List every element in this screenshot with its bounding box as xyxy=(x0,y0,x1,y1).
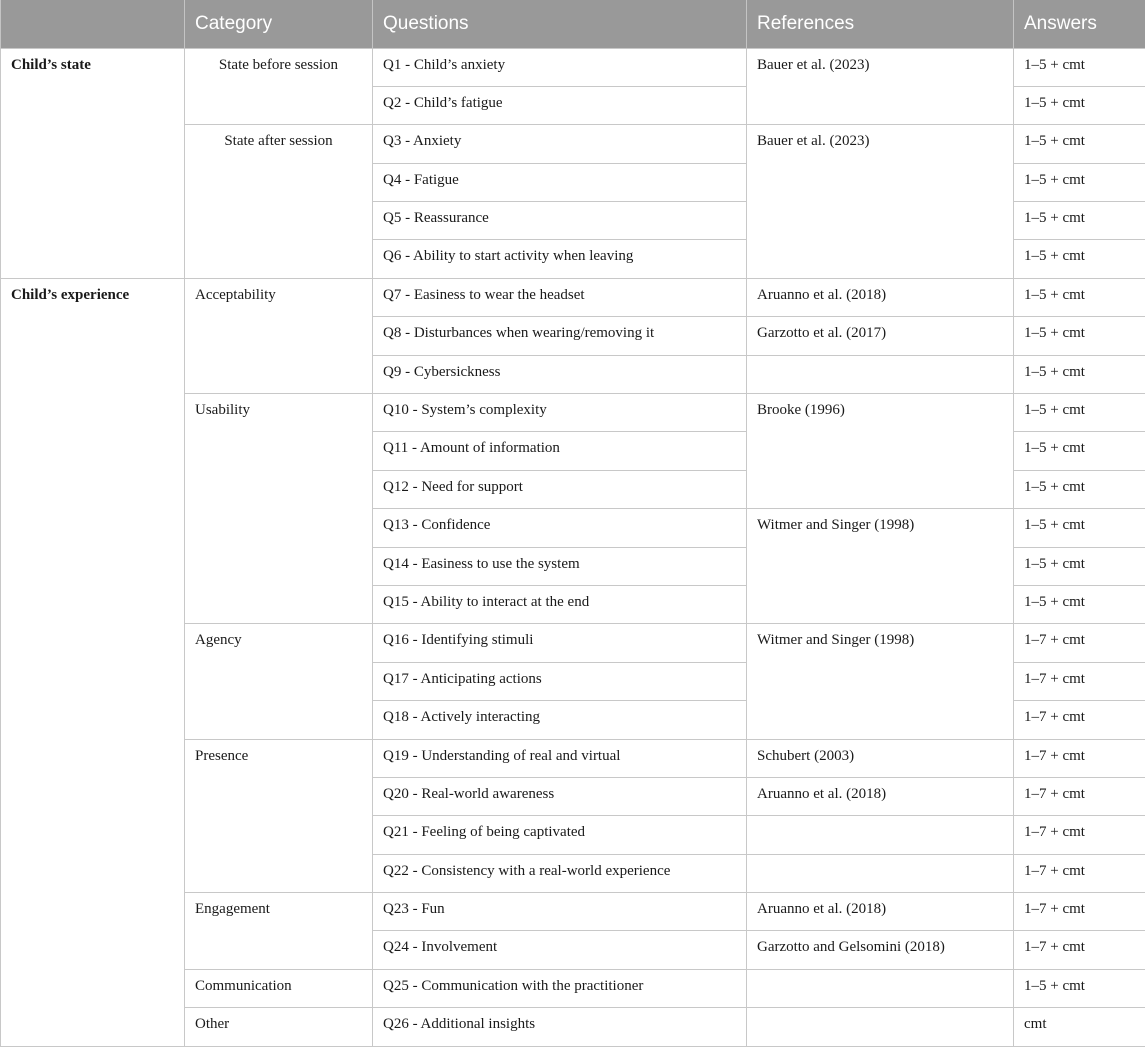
answer-cell: 1–7 + cmt xyxy=(1014,893,1145,931)
answer-cell: 1–7 + cmt xyxy=(1014,662,1145,700)
question-cell: Q20 - Real-world awareness xyxy=(373,777,747,815)
answer-cell: 1–5 + cmt xyxy=(1014,394,1145,432)
header-category: Category xyxy=(185,0,373,48)
subcategory-engagement: Engagement xyxy=(185,893,373,970)
question-cell: Q11 - Amount of information xyxy=(373,432,747,470)
table-row xyxy=(1,278,1145,316)
subcategory-state-after: State after session xyxy=(185,125,373,279)
answer-cell: 1–5 + cmt xyxy=(1014,547,1145,585)
answer-cell: 1–5 + cmt xyxy=(1014,509,1145,547)
reference-cell xyxy=(747,355,1014,393)
reference-cell: Garzotto et al. (2017) xyxy=(747,317,1014,355)
answer-cell: 1–7 + cmt xyxy=(1014,854,1145,892)
reference-cell: Witmer and Singer (1998) xyxy=(747,509,1014,624)
reference-cell: Bauer et al. (2023) xyxy=(747,125,1014,279)
reference-cell: Aruanno et al. (2018) xyxy=(747,278,1014,316)
header-questions: Questions xyxy=(373,0,747,48)
question-cell: Q26 - Additional insights xyxy=(373,1008,747,1046)
reference-cell: Witmer and Singer (1998) xyxy=(747,624,1014,739)
answer-cell: 1–5 + cmt xyxy=(1014,48,1145,86)
question-cell: Q1 - Child’s anxiety xyxy=(373,48,747,86)
answer-cell: cmt xyxy=(1014,1008,1145,1046)
reference-cell: Brooke (1996) xyxy=(747,394,1014,509)
reference-cell: Garzotto and Gelsomini (2018) xyxy=(747,931,1014,969)
question-cell: Q8 - Disturbances when wearing/removing it xyxy=(373,317,747,355)
subcategory-acceptability: Acceptability xyxy=(185,278,373,393)
answer-cell: 1–5 + cmt xyxy=(1014,86,1145,124)
answer-cell: 1–5 + cmt xyxy=(1014,355,1145,393)
header-row xyxy=(1,0,1145,48)
reference-cell: Bauer et al. (2023) xyxy=(747,48,1014,125)
header-references: References xyxy=(747,0,1014,48)
answer-cell: 1–5 + cmt xyxy=(1014,278,1145,316)
question-cell: Q4 - Fatigue xyxy=(373,163,747,201)
question-cell: Q21 - Feeling of being captivated xyxy=(373,816,747,854)
answer-cell: 1–5 + cmt xyxy=(1014,125,1145,163)
question-cell: Q16 - Identifying stimuli xyxy=(373,624,747,662)
answer-cell: 1–7 + cmt xyxy=(1014,624,1145,662)
header-answers: Answers xyxy=(1014,0,1145,48)
question-cell: Q17 - Anticipating actions xyxy=(373,662,747,700)
question-cell: Q14 - Easiness to use the system xyxy=(373,547,747,585)
answer-cell: 1–7 + cmt xyxy=(1014,816,1145,854)
answer-cell: 1–5 + cmt xyxy=(1014,585,1145,623)
answer-cell: 1–5 + cmt xyxy=(1014,317,1145,355)
subcategory-presence: Presence xyxy=(185,739,373,893)
subcategory-usability: Usability xyxy=(185,394,373,624)
reference-cell xyxy=(747,969,1014,1007)
question-cell: Q9 - Cybersickness xyxy=(373,355,747,393)
question-cell: Q13 - Confidence xyxy=(373,509,747,547)
question-cell: Q15 - Ability to interact at the end xyxy=(373,585,747,623)
question-cell: Q22 - Consistency with a real-world experience xyxy=(373,854,747,892)
subcategory-state-before: State before session xyxy=(185,48,373,125)
answer-cell: 1–5 + cmt xyxy=(1014,240,1145,278)
question-cell: Q23 - Fun xyxy=(373,893,747,931)
question-cell: Q24 - Involvement xyxy=(373,931,747,969)
answer-cell: 1–7 + cmt xyxy=(1014,701,1145,739)
question-cell: Q6 - Ability to start activity when leaving xyxy=(373,240,747,278)
table-row xyxy=(1,48,1145,86)
answer-cell: 1–5 + cmt xyxy=(1014,969,1145,1007)
question-cell: Q5 - Reassurance xyxy=(373,202,747,240)
reference-cell: Aruanno et al. (2018) xyxy=(747,777,1014,815)
answer-cell: 1–7 + cmt xyxy=(1014,931,1145,969)
subcategory-communication: Communication xyxy=(185,969,373,1007)
reference-cell xyxy=(747,854,1014,892)
reference-cell xyxy=(747,816,1014,854)
reference-cell xyxy=(747,1008,1014,1046)
subcategory-other: Other xyxy=(185,1008,373,1046)
question-cell: Q3 - Anxiety xyxy=(373,125,747,163)
group-childs-experience: Child’s experience xyxy=(1,278,185,1046)
question-cell: Q2 - Child’s fatigue xyxy=(373,86,747,124)
group-childs-state: Child’s state xyxy=(1,48,185,278)
answer-cell: 1–5 + cmt xyxy=(1014,202,1145,240)
subcategory-agency: Agency xyxy=(185,624,373,739)
question-cell: Q19 - Understanding of real and virtual xyxy=(373,739,747,777)
question-cell: Q12 - Need for support xyxy=(373,470,747,508)
answer-cell: 1–5 + cmt xyxy=(1014,432,1145,470)
answer-cell: 1–5 + cmt xyxy=(1014,470,1145,508)
answer-cell: 1–7 + cmt xyxy=(1014,777,1145,815)
question-cell: Q18 - Actively interacting xyxy=(373,701,747,739)
header-blank xyxy=(1,0,185,48)
answer-cell: 1–5 + cmt xyxy=(1014,163,1145,201)
question-cell: Q7 - Easiness to wear the headset xyxy=(373,278,747,316)
reference-cell: Aruanno et al. (2018) xyxy=(747,893,1014,931)
question-cell: Q25 - Communication with the practitioner xyxy=(373,969,747,1007)
reference-cell: Schubert (2003) xyxy=(747,739,1014,777)
question-cell: Q10 - System’s complexity xyxy=(373,394,747,432)
answer-cell: 1–7 + cmt xyxy=(1014,739,1145,777)
